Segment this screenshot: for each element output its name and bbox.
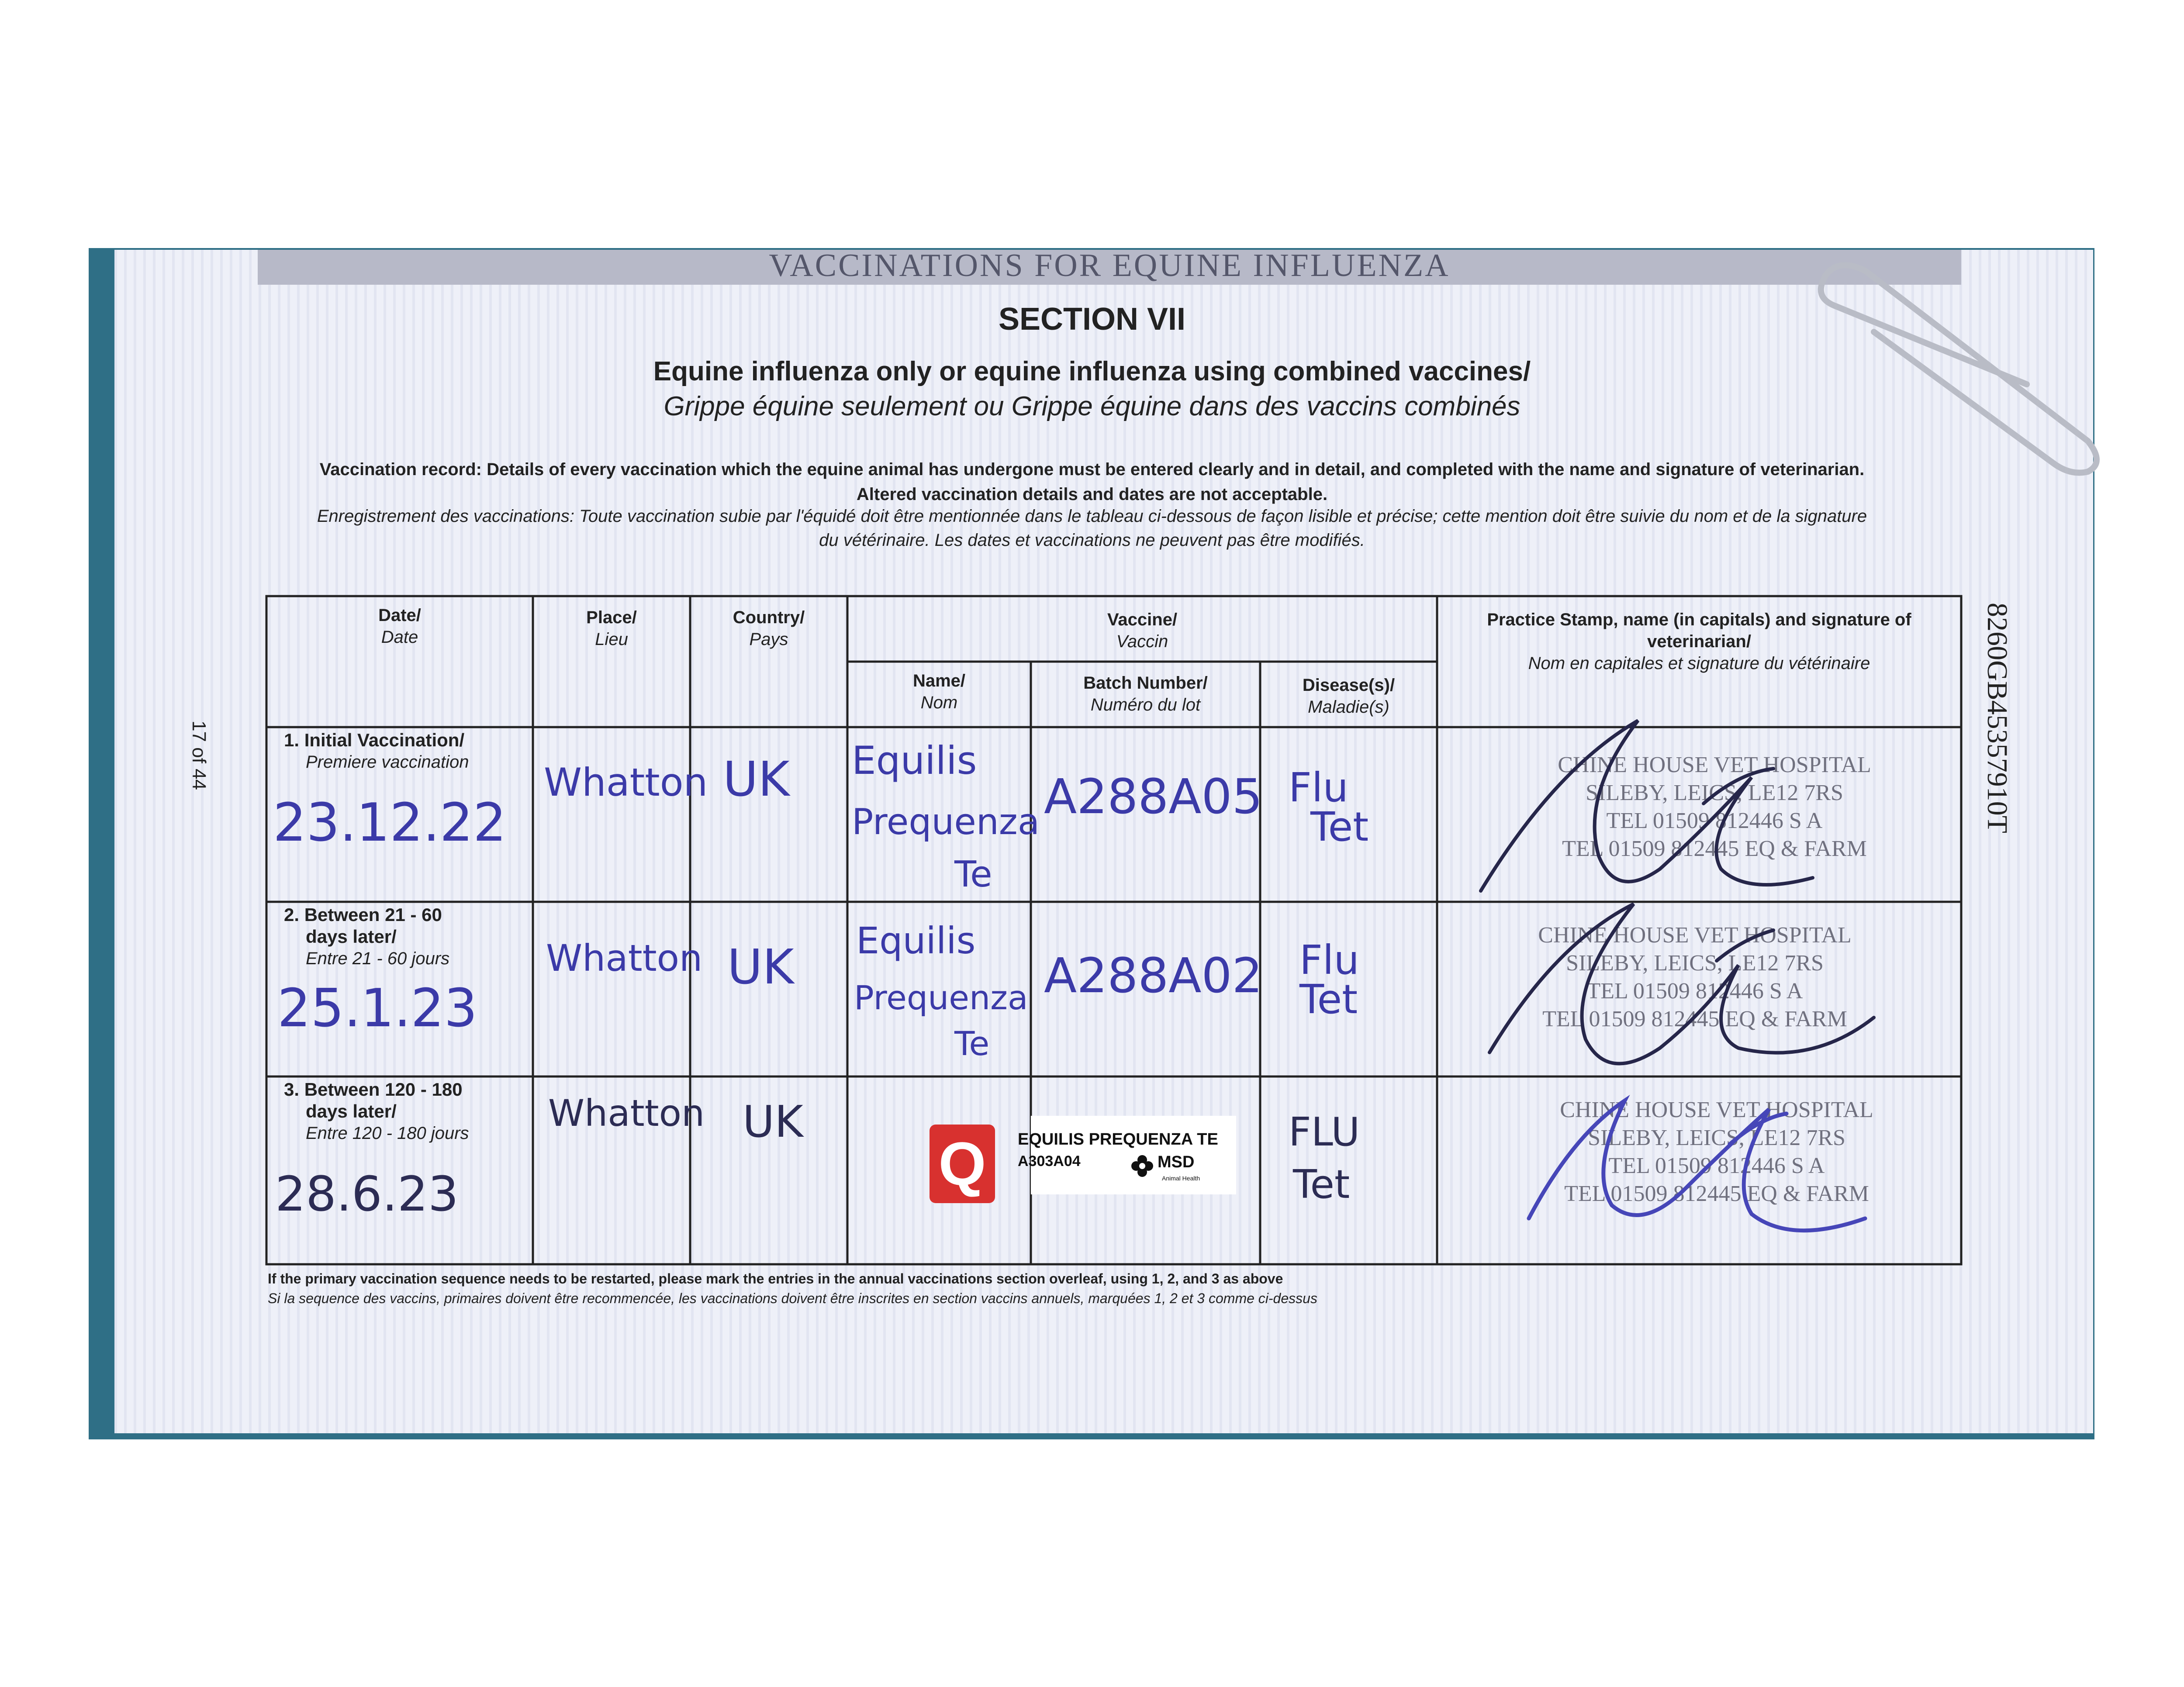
header-name: Name/ (912, 671, 966, 690)
row3-place: Whatton (548, 1092, 705, 1135)
header-place-fr: Lieu (595, 630, 628, 649)
section-title: SECTION VII (998, 302, 1186, 337)
row2-label-line1: 2. Between 21 - 60 (284, 904, 442, 925)
row1-label-fr: Premiere vaccination (306, 752, 469, 772)
header-batch: Batch Number/ (1083, 673, 1208, 693)
row2-name-line2: Prequenza (854, 978, 1028, 1017)
row2-batch: A288A02 (1044, 948, 1263, 1004)
row3-sticker-brand: MSD (1158, 1153, 1195, 1171)
row1-name-line1: Equilis (852, 738, 977, 783)
q-logo-icon: Q (930, 1125, 995, 1203)
row1-name-line2: Prequenza (852, 801, 1040, 843)
record-instruction-fr-line1: Enregistrement des vaccinations: Toute vaccination subie par l'équidé doit être mentionnée dans le tableau ci-dessous de façon lisible et précise; cette mention doit être suivie du nom et de la signature (317, 507, 1867, 526)
header-practice-line2: veterinarian/ (1647, 632, 1751, 651)
row3-sticker-batch: A303A04 (1018, 1153, 1081, 1170)
row2-practice-stamp: CHINE HOUSE VET HOSPITAL SILEBY, LEICS, LE12 7RS TEL 01509 812446 S A TEL 01509 812445 EQ & FARM (1538, 923, 1852, 1032)
row2-place: Whatton (546, 937, 703, 980)
header-vaccine: Vaccine/ (1107, 610, 1178, 629)
row2-disease-line1: Flu (1299, 937, 1359, 983)
header-place: Place/ (586, 608, 637, 627)
row1-practice-stamp: CHINE HOUSE VET HOSPITAL SILEBY, LEICS, LE12 7RS TEL 01509 812446 S A TEL 01509 812445 EQ & FARM (1558, 752, 1871, 861)
row2-date: 25.1.23 (277, 978, 478, 1039)
row1-date: 23.12.22 (273, 793, 507, 853)
header-practice-line1: Practice Stamp, name (in capitals) and signature of (1487, 610, 1911, 629)
row2-name-line3: Te (954, 1024, 990, 1063)
header-vaccine-fr: Vaccin (1116, 632, 1168, 651)
header-disease: Disease(s)/ (1302, 676, 1395, 695)
passport-number: 8260GB45357910T (1981, 603, 2013, 833)
header-country: Country/ (733, 608, 805, 627)
page-number: 17 of 44 (188, 721, 210, 790)
header-name-fr: Nom (920, 693, 958, 712)
record-instruction-fr-line2: du vétérinaire. Les dates et vaccinations ne peuvent pas être modifiés. (819, 531, 1365, 550)
header-practice-fr: Nom en capitales et signature du vétérinaire (1528, 654, 1870, 673)
footer-note-fr: Si la sequence des vaccins, primaires doivent être recommencée, les vaccinations doivent être inscrites en section vaccins annuels, marquées 1, 2 et 3 comme ci-dessus (268, 1290, 1317, 1306)
msd-logo-icon (1129, 1153, 1155, 1179)
row2-country: UK (727, 939, 794, 995)
row3-disease-line2: Tet (1293, 1162, 1350, 1207)
record-instruction-line2: Altered vaccination details and dates are not acceptable. (856, 485, 1328, 504)
row3-sticker-brand-sub: Animal Health (1162, 1175, 1200, 1182)
row3-sticker-title: EQUILIS PREQUENZA TE (1018, 1130, 1218, 1149)
row3-practice-stamp: CHINE HOUSE VET HOSPITAL SILEBY, LEICS, LE12 7RS TEL 01509 812446 S A TEL 01509 812445 EQ & FARM (1560, 1097, 1873, 1206)
record-instruction-line1: Vaccination record: Details of every vaccination which the equine animal has undergone must be entered clearly and in detail, and completed with the name and signature of veterinarian. (319, 460, 1865, 479)
row2-disease-line2: Tet (1299, 976, 1358, 1023)
row1-name-line3: Te (954, 854, 992, 895)
row1-batch: A288A05 (1044, 769, 1263, 825)
heading-english: Equine influenza only or equine influenza using combined vaccines/ (653, 356, 1531, 386)
header-country-fr: Pays (749, 630, 788, 649)
banner-title: VACCINATIONS FOR EQUINE INFLUENZA (258, 250, 1961, 285)
row3-disease-line1: FLU (1289, 1109, 1360, 1155)
row1-country: UK (723, 751, 790, 807)
row2-name-line1: Equilis (856, 919, 976, 962)
header-date-fr: Date (381, 628, 418, 647)
row2-label-fr: Entre 21 - 60 jours (306, 949, 450, 968)
row1-disease-line2: Tet (1310, 804, 1369, 850)
header-batch-fr: Numéro du lot (1090, 695, 1201, 714)
row3-country: UK (743, 1096, 803, 1147)
heading-french: Grippe équine seulement ou Grippe équine dans des vaccins combinés (663, 391, 1521, 421)
row1-place: Whatton (544, 760, 708, 805)
row1-label: 1. Initial Vaccination/ (284, 730, 465, 750)
header-date: Date/ (378, 606, 421, 625)
row3-label-line2: days later/ (306, 1101, 397, 1121)
row3-label-fr: Entre 120 - 180 jours (306, 1124, 469, 1143)
row2-label-line2: days later/ (306, 926, 397, 947)
row3-label-line1: 3. Between 120 - 180 (284, 1079, 463, 1100)
row3-date: 28.6.23 (275, 1166, 459, 1222)
footer-note-en: If the primary vaccination sequence needs to be restarted, please mark the entries in the annual vaccinations section overleaf, using 1, 2, and 3 as above (268, 1271, 1283, 1287)
header-disease-fr: Maladie(s) (1308, 697, 1389, 717)
row1-disease-line1: Flu (1289, 764, 1348, 811)
